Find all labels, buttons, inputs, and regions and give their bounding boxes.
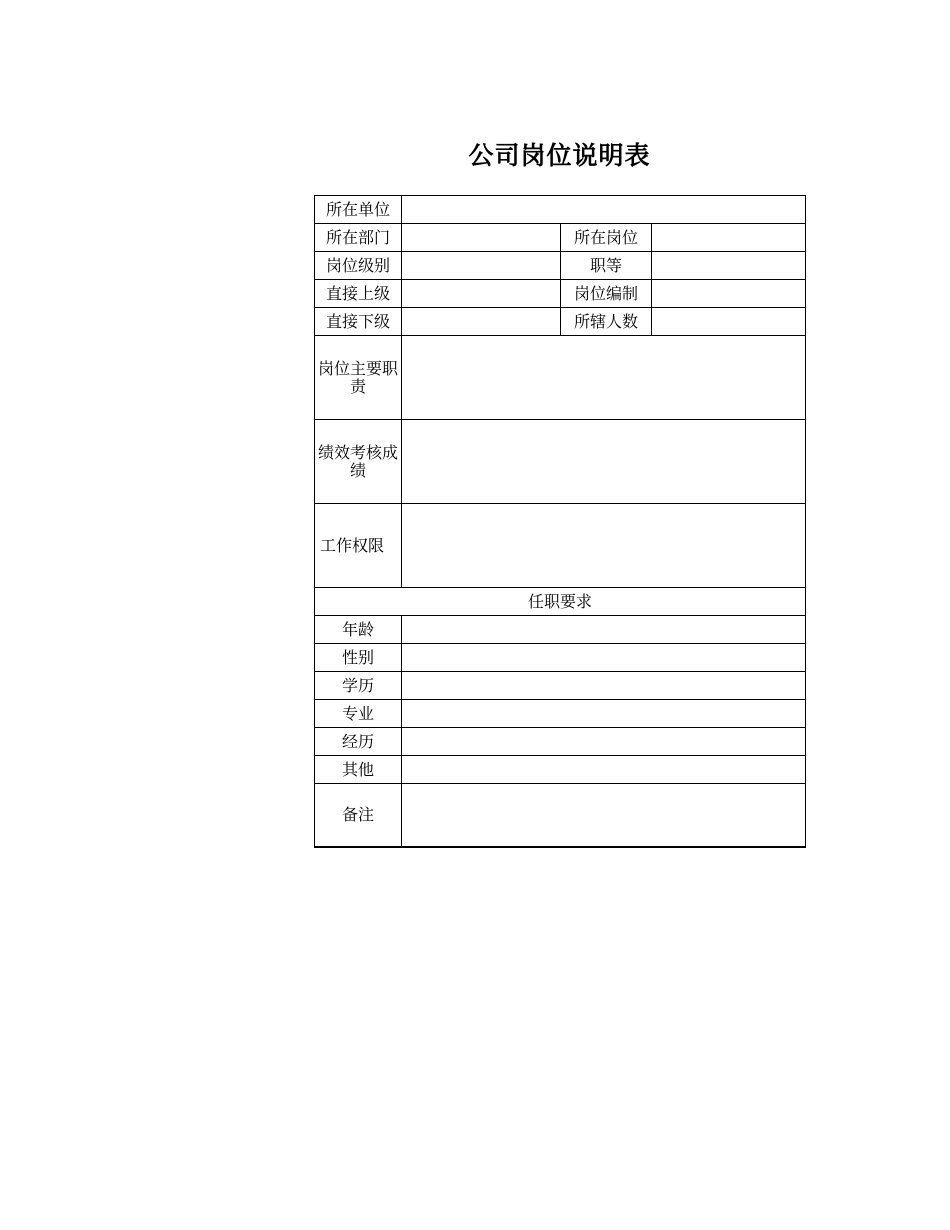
value-superior[interactable] — [402, 280, 561, 308]
label-subordinate: 直接下级 — [315, 308, 402, 336]
value-age[interactable] — [402, 616, 806, 644]
label-unit: 所在单位 — [315, 196, 402, 224]
label-remarks: 备注 — [315, 784, 402, 848]
value-major[interactable] — [402, 700, 806, 728]
value-education[interactable] — [402, 672, 806, 700]
value-level[interactable] — [402, 252, 561, 280]
value-duties[interactable] — [402, 336, 806, 420]
row-unit — [315, 196, 806, 224]
row-major — [315, 700, 806, 728]
label-superior: 直接上级 — [315, 280, 402, 308]
value-remarks[interactable] — [402, 784, 806, 848]
label-grade: 职等 — [561, 252, 652, 280]
row-authority — [315, 504, 806, 588]
value-authority[interactable] — [402, 504, 806, 588]
row-subordinate — [315, 308, 806, 336]
row-level — [315, 252, 806, 280]
value-experience[interactable] — [402, 728, 806, 756]
label-staff-count: 所辖人数 — [561, 308, 652, 336]
requirements-header: 任职要求 — [315, 588, 806, 616]
page-title: 公司岗位说明表 — [468, 141, 651, 170]
row-requirements-header — [315, 588, 806, 616]
label-experience: 经历 — [315, 728, 402, 756]
label-level: 岗位级别 — [315, 252, 402, 280]
label-major: 专业 — [315, 700, 402, 728]
value-grade[interactable] — [652, 252, 806, 280]
label-headcount-plan: 岗位编制 — [561, 280, 652, 308]
row-experience — [315, 728, 806, 756]
row-other — [315, 756, 806, 784]
value-headcount-plan[interactable] — [652, 280, 806, 308]
row-duties — [315, 336, 806, 420]
label-duties: 岗位主要职责 — [315, 336, 402, 420]
label-age: 年龄 — [315, 616, 402, 644]
label-gender: 性别 — [315, 644, 402, 672]
value-department[interactable] — [402, 224, 561, 252]
label-education: 学历 — [315, 672, 402, 700]
value-staff-count[interactable] — [652, 308, 806, 336]
position-description-form — [314, 195, 806, 848]
label-position: 所在岗位 — [561, 224, 652, 252]
row-department — [315, 224, 806, 252]
row-education — [315, 672, 806, 700]
value-gender[interactable] — [402, 644, 806, 672]
label-authority: 工作权限 — [315, 504, 402, 588]
row-gender — [315, 644, 806, 672]
value-position[interactable] — [652, 224, 806, 252]
value-subordinate[interactable] — [402, 308, 561, 336]
label-department: 所在部门 — [315, 224, 402, 252]
row-superior — [315, 280, 806, 308]
label-performance: 绩效考核成绩 — [315, 420, 402, 504]
value-unit[interactable] — [402, 196, 806, 224]
row-age — [315, 616, 806, 644]
row-performance — [315, 420, 806, 504]
value-performance[interactable] — [402, 420, 806, 504]
value-other[interactable] — [402, 756, 806, 784]
label-other: 其他 — [315, 756, 402, 784]
row-remarks — [315, 784, 806, 848]
